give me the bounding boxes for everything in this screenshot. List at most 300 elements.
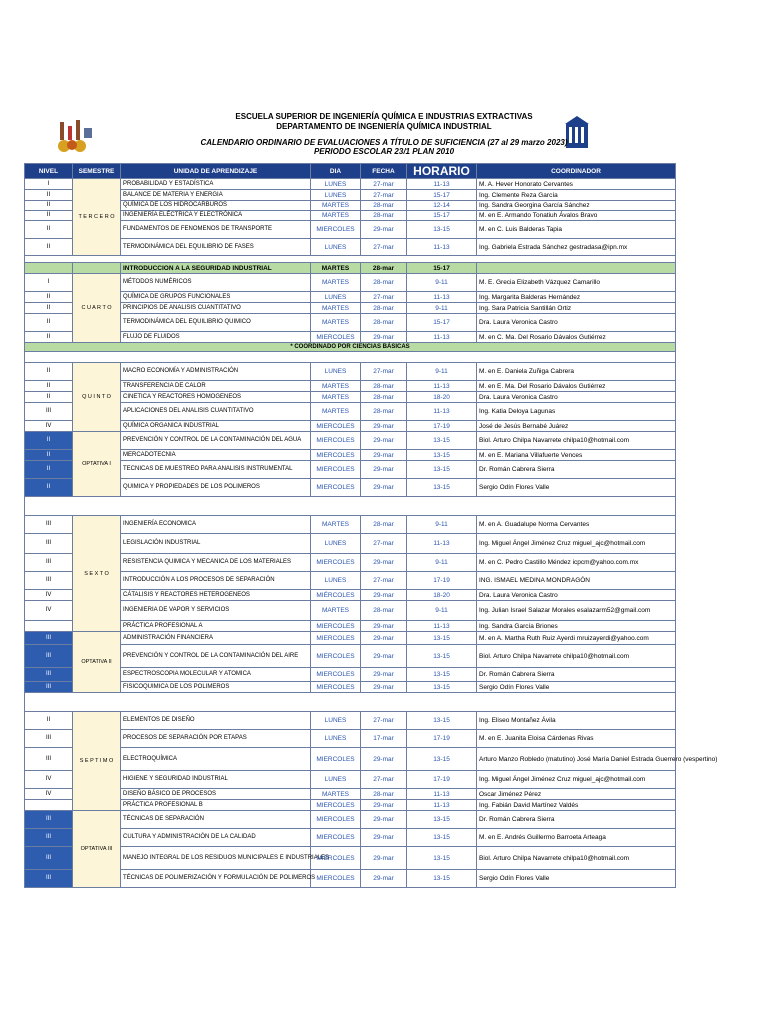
col-semestre: SEMESTRE <box>73 164 121 179</box>
coordinador-cell: Sergio Odín Flores Valle <box>477 870 676 888</box>
unidad-cell: TÉCNICAS DE SEPARACIÓN <box>121 811 311 829</box>
unidad-cell: PRINCIPIOS DE ANALISIS CUANTITATIVO <box>121 303 311 314</box>
table-row <box>25 314 676 332</box>
unidad-cell: PRÁCTICA PROFESIONAL A <box>121 621 311 632</box>
fecha-cell: 28-mar <box>361 381 407 392</box>
coordinador-cell: M. en C. Luis Balderas Tapia <box>477 221 676 239</box>
horario-cell: 18-20 <box>407 392 477 403</box>
unidad-cell: INTRODUCCION A LA SEGURIDAD INDUSTRIAL <box>121 263 311 274</box>
coordinador-cell <box>477 263 676 274</box>
coordinador-cell: Biol. Arturo Chilpa Navarrete chilpa10@hotmail.com <box>477 645 676 668</box>
table-row <box>25 632 676 645</box>
dia-cell: MIERCOLES <box>311 554 361 572</box>
fecha-cell: 28-mar <box>361 201 407 211</box>
unidad-cell: INGENIERIA DE VAPOR Y SERVICIOS <box>121 601 311 621</box>
unidad-cell: DISEÑO BÁSICO DE PROCESOS <box>121 789 311 800</box>
unidad-cell: ADMINISTRACIÓN FINANCIERA <box>121 632 311 645</box>
nivel-cell: II <box>25 303 73 314</box>
table-row <box>25 179 676 190</box>
horario-cell: 11-13 <box>407 789 477 800</box>
nivel-cell: III <box>25 632 73 645</box>
dia-cell: MARTES <box>311 516 361 534</box>
unidad-cell: MACRO ECONOMÍA Y ADMINISTRACIÓN <box>121 363 311 381</box>
table-row <box>25 668 676 682</box>
nivel-cell: III <box>25 870 73 888</box>
horario-cell: 9-11 <box>407 363 477 381</box>
intro-seguridad-row <box>25 263 676 274</box>
coordinador-cell: Ing. Julian Israel Salazar Morales esalazarm52@gmail.com <box>477 601 676 621</box>
horario-cell: 15-17 <box>407 211 477 221</box>
fecha-cell: 28-mar <box>361 403 407 421</box>
nivel-cell: II <box>25 363 73 381</box>
fecha-cell: 27-mar <box>361 534 407 554</box>
coordinador-cell: Ing. Clemente Reza García <box>477 190 676 201</box>
nivel-cell: II <box>25 201 73 211</box>
fecha-cell: 29-mar <box>361 221 407 239</box>
fecha-cell: 28-mar <box>361 516 407 534</box>
unidad-cell: CINETICA Y REACTORES HOMOGENEOS <box>121 392 311 403</box>
coordinador-cell: ING. ISMAEL MEDINA MONDRAGÓN <box>477 572 676 590</box>
unidad-cell: TECNICAS DE MUESTREO PARA ANALISIS INSTRUMENTAL <box>121 461 311 479</box>
school-name: ESCUELA SUPERIOR DE INGENIERÍA QUÍMICA E INDUSTRIAS EXTRACTIVAS <box>235 112 533 121</box>
unidad-cell: TRANSFERENCIA DE CALOR <box>121 381 311 392</box>
table-row <box>25 292 676 303</box>
dia-cell: MIERCOLES <box>311 870 361 888</box>
nivel-cell: III <box>25 748 73 771</box>
table-row <box>25 601 676 621</box>
coordinador-cell: Dr. Román Cabrera Sierra <box>477 461 676 479</box>
table-row <box>25 682 676 693</box>
unidad-cell: ELECTROQUÍMICA <box>121 748 311 771</box>
horario-cell: 13-15 <box>407 712 477 730</box>
unidad-cell: PREVENCIÓN Y CONTROL DE LA CONTAMINACIÓN DEL AGUA <box>121 432 311 450</box>
table-row <box>25 748 676 771</box>
horario-cell: 13-15 <box>407 632 477 645</box>
horario-cell: 13-15 <box>407 811 477 829</box>
unidad-cell: QUÍMICA DE GRUPOS FUNCIONALES <box>121 292 311 303</box>
dia-cell: MIERCOLES <box>311 847 361 870</box>
nivel-cell: III <box>25 829 73 847</box>
section-spacer <box>25 352 676 363</box>
dia-cell: LUNES <box>311 363 361 381</box>
unidad-cell: BALANCE DE MATERIA Y ENERGIA <box>121 190 311 201</box>
nivel-cell <box>25 800 73 811</box>
dia-cell: MIERCOLES <box>311 621 361 632</box>
coordinador-cell: M. en E. Juanita Eloisa Cárdenas Rivas <box>477 730 676 748</box>
unidad-cell: CÁTALISIS Y REACTORES HETEROGENEOS <box>121 590 311 601</box>
table-row <box>25 730 676 748</box>
coordinador-cell: Ing. Eliseo Montañez Ávila <box>477 712 676 730</box>
dia-cell: MIERCOLES <box>311 682 361 693</box>
horario-cell: 15-17 <box>407 190 477 201</box>
fecha-cell: 29-mar <box>361 847 407 870</box>
nivel-cell: II <box>25 712 73 730</box>
col-fecha: FECHA <box>361 164 407 179</box>
table-row <box>25 201 676 211</box>
nivel-cell: II <box>25 292 73 303</box>
dia-cell: MIERCOLES <box>311 432 361 450</box>
dia-cell: LUNES <box>311 292 361 303</box>
nivel-cell: II <box>25 381 73 392</box>
col-dia: DIA <box>311 164 361 179</box>
fecha-cell: 29-mar <box>361 432 407 450</box>
dia-cell: LUNES <box>311 534 361 554</box>
table-row <box>25 870 676 888</box>
horario-cell: 13-15 <box>407 847 477 870</box>
nivel-cell <box>25 263 73 274</box>
nivel-cell: II <box>25 314 73 332</box>
horario-cell: 9-11 <box>407 516 477 534</box>
dia-cell: MIERCOLES <box>311 421 361 432</box>
table-row <box>25 190 676 201</box>
horario-cell: 9-11 <box>407 303 477 314</box>
unidad-cell: PROCESOS DE SEPARACIÓN POR ETAPAS <box>121 730 311 748</box>
coordinador-cell: Dr. Román Cabrera Sierra <box>477 668 676 682</box>
nivel-cell: II <box>25 461 73 479</box>
unidad-cell: FLUJO DE FLUIDOS <box>121 332 311 343</box>
fecha-cell: 29-mar <box>361 668 407 682</box>
table-row <box>25 211 676 221</box>
fecha-cell: 28-mar <box>361 601 407 621</box>
fecha-cell: 29-mar <box>361 590 407 601</box>
horario-cell: 18-20 <box>407 590 477 601</box>
dia-cell: LUNES <box>311 572 361 590</box>
nivel-cell: IV <box>25 789 73 800</box>
semester-cell: S E P T I M O <box>73 712 121 811</box>
unidad-cell: ELEMENTOS DE DISEÑO <box>121 712 311 730</box>
horario-cell: 13-15 <box>407 450 477 461</box>
dia-cell: MIERCOLES <box>311 632 361 645</box>
nivel-cell: III <box>25 645 73 668</box>
nivel-cell: III <box>25 682 73 693</box>
department-name: DEPARTAMENTO DE INGENIERÍA QUÍMICA INDUSTRIAL <box>276 122 492 131</box>
fecha-cell: 29-mar <box>361 479 407 497</box>
nivel-cell: IV <box>25 601 73 621</box>
coordinador-cell: M. en E. Ma. Del Rosario Dávalos Gutiérrez <box>477 381 676 392</box>
coordinador-cell: M. en E. Andrés Guillermo Barroeta Arteaga <box>477 829 676 847</box>
horario-cell: 13-15 <box>407 748 477 771</box>
table-row <box>25 403 676 421</box>
unidad-cell: QUÍMICA DE LOS HIDROCARBUROS <box>121 201 311 211</box>
coordinador-cell: Dra. Laura Veronica Castro <box>477 590 676 601</box>
nivel-cell: II <box>25 190 73 201</box>
nivel-cell: II <box>25 432 73 450</box>
dia-cell: MIERCOLES <box>311 221 361 239</box>
section-spacer <box>25 693 676 712</box>
coordinador-cell: Ing. Katia Deloya Lagunas <box>477 403 676 421</box>
table-row <box>25 811 676 829</box>
nivel-cell: III <box>25 534 73 554</box>
table-row <box>25 432 676 450</box>
fecha-cell: 17-mar <box>361 730 407 748</box>
semester-cell: T E R C E R O <box>73 179 121 256</box>
coordinador-cell: Ing. Sandra García Briones <box>477 621 676 632</box>
unidad-cell: LEGISLACIÓN INDUSTRIAL <box>121 534 311 554</box>
spacer-cell <box>25 352 676 363</box>
table-header-row <box>25 164 676 179</box>
fecha-cell: 29-mar <box>361 332 407 343</box>
calendar-title: CALENDARIO ORDINARIO DE EVALUACIONES A TÍTULO DE SUFICIENCIA (27 al 29 marzo 2023) <box>200 138 568 147</box>
coordinador-cell: Ing. Gabriela Estrada Sánchez gestradasa@ipn.mx <box>477 239 676 256</box>
table-row <box>25 789 676 800</box>
dia-cell: MARTES <box>311 601 361 621</box>
dia-cell: MARTES <box>311 263 361 274</box>
horario-cell: 11-13 <box>407 403 477 421</box>
nivel-cell: III <box>25 516 73 534</box>
dia-cell: MIERCOLES <box>311 829 361 847</box>
nivel-cell: II <box>25 221 73 239</box>
coordinador-cell: Biol. Arturo Chilpa Navarrete chilpa10@hotmail.com <box>477 847 676 870</box>
nivel-cell <box>25 621 73 632</box>
coordinador-cell: Oscar Jiménez Pérez <box>477 789 676 800</box>
nivel-cell: IV <box>25 590 73 601</box>
coordinador-cell: M. en A. Martha Ruth Ruiz Ayerdi mruizayerdi@yahoo.com <box>477 632 676 645</box>
unidad-cell: QUÍMICA ORGANICA INDUSTRIAL <box>121 421 311 432</box>
dia-cell: MIERCOLES <box>311 332 361 343</box>
coordinador-cell: Biol. Arturo Chilpa Navarrete chilpa10@hotmail.com <box>477 432 676 450</box>
nivel-cell: III <box>25 668 73 682</box>
unidad-cell: HIGIENE Y SEGURIDAD INDUSTRIAL <box>121 771 311 789</box>
table-row <box>25 392 676 403</box>
dia-cell: MIERCOLES <box>311 748 361 771</box>
fecha-cell: 29-mar <box>361 870 407 888</box>
horario-cell: 11-13 <box>407 179 477 190</box>
coordinador-cell: José de Jesús Bernabé Juárez <box>477 421 676 432</box>
horario-cell: 11-13 <box>407 239 477 256</box>
fecha-cell: 29-mar <box>361 829 407 847</box>
dia-cell: LUNES <box>311 730 361 748</box>
unidad-cell: PREVENCIÓN Y CONTROL DE LA CONTAMINACIÓN DEL AIRE <box>121 645 311 668</box>
dia-cell: LUNES <box>311 179 361 190</box>
table-row <box>25 800 676 811</box>
dia-cell: MIERCOLES <box>311 461 361 479</box>
horario-cell: 13-15 <box>407 221 477 239</box>
coordinador-cell: M. en C. Ma. Del Rosario Dávalos Gutiérrez <box>477 332 676 343</box>
nivel-cell: III <box>25 572 73 590</box>
horario-cell: 13-15 <box>407 829 477 847</box>
nivel-cell: III <box>25 730 73 748</box>
nivel-cell: II <box>25 479 73 497</box>
table-row <box>25 450 676 461</box>
horario-cell: 12-14 <box>407 201 477 211</box>
coordinador-cell: M. E. Grecia Elizabeth Vázquez Camarillo <box>477 274 676 292</box>
horario-cell: 9-11 <box>407 274 477 292</box>
spacer-cell <box>25 497 676 516</box>
table-row <box>25 645 676 668</box>
fecha-cell: 27-mar <box>361 190 407 201</box>
notice-row <box>25 343 676 352</box>
horario-cell: 11-13 <box>407 332 477 343</box>
fecha-cell: 29-mar <box>361 621 407 632</box>
unidad-cell: FUNDAMENTOS DE FENOMENOS DE TRANSPORTE <box>121 221 311 239</box>
notice-text: * COORDINADO POR CIENCIAS BÁSICAS <box>25 343 676 352</box>
horario-cell: 13-15 <box>407 432 477 450</box>
dia-cell: MARTES <box>311 381 361 392</box>
dia-cell: MIERCOLES <box>311 479 361 497</box>
table-row <box>25 239 676 256</box>
unidad-cell: INGENIERÍA ELÉCTRICA Y ELECTRÓNICA <box>121 211 311 221</box>
horario-cell: 17-19 <box>407 730 477 748</box>
nivel-cell: III <box>25 811 73 829</box>
horario-cell: 11-13 <box>407 621 477 632</box>
fecha-cell: 28-mar <box>361 211 407 221</box>
coordinador-cell: Ing. Fabián David Martínez Valdés <box>477 800 676 811</box>
nivel-cell: II <box>25 450 73 461</box>
fecha-cell: 29-mar <box>361 811 407 829</box>
table-row <box>25 461 676 479</box>
coordinador-cell: M. en E. Mariana Villafuerte Vences <box>477 450 676 461</box>
table-row <box>25 621 676 632</box>
semester-cell: Q U I N T O <box>73 363 121 432</box>
dia-cell: MIERCOLES <box>311 645 361 668</box>
table-row <box>25 516 676 534</box>
fecha-cell: 28-mar <box>361 263 407 274</box>
unidad-cell: MÉTODOS NUMÉRICOS <box>121 274 311 292</box>
table-row <box>25 590 676 601</box>
horario-cell: 9-11 <box>407 601 477 621</box>
dia-cell: LUNES <box>311 239 361 256</box>
nivel-cell: III <box>25 847 73 870</box>
coordinador-cell: M. en C. Pedro Castillo Méndez icpcm@yahoo.com.mx <box>477 554 676 572</box>
dia-cell: MARTES <box>311 392 361 403</box>
horario-cell: 15-17 <box>407 263 477 274</box>
unidad-cell: MERCADOTECNIA <box>121 450 311 461</box>
fecha-cell: 28-mar <box>361 314 407 332</box>
fecha-cell: 28-mar <box>361 303 407 314</box>
table-row <box>25 221 676 239</box>
unidad-cell: FISICOQUIMICA DE LOS POLIMEROS <box>121 682 311 693</box>
spacer-cell <box>25 256 676 263</box>
unidad-cell: TERMODINÁMICA DEL EQUILIBRIO QUIMICO <box>121 314 311 332</box>
unidad-cell: INGENIERÍA ECONOMICA <box>121 516 311 534</box>
fecha-cell: 27-mar <box>361 363 407 381</box>
semester-cell: S E X T O <box>73 516 121 632</box>
coordinador-cell: M. en A. Guadalupe Norma Cervantes <box>477 516 676 534</box>
coordinador-cell: M. en E. Armando Tonatiuh Ávalos Bravo <box>477 211 676 221</box>
semester-cell: C U A R T O <box>73 274 121 343</box>
semester-cell <box>73 263 121 274</box>
table-row <box>25 381 676 392</box>
nivel-cell: II <box>25 211 73 221</box>
nivel-cell: IV <box>25 421 73 432</box>
horario-cell: 11-13 <box>407 800 477 811</box>
dia-cell: MIERCOLES <box>311 450 361 461</box>
nivel-cell: I <box>25 179 73 190</box>
semester-cell: OPTATIVA III <box>73 811 121 888</box>
table-row <box>25 274 676 292</box>
semester-cell: OPTATIVA II <box>73 632 121 693</box>
dia-cell: MARTES <box>311 314 361 332</box>
table-row <box>25 534 676 554</box>
unidad-cell: TERMODINÁMICA DEL EQUILIBRIO DE FASES <box>121 239 311 256</box>
coordinador-cell: Arturo Manzo Robledo (matutino) José María Daniel Estrada Guerrero (vespertino) <box>477 748 676 771</box>
fecha-cell: 28-mar <box>361 392 407 403</box>
unidad-cell: APLICACIONES DEL ANALISIS CUANTITATIVO <box>121 403 311 421</box>
coordinador-cell: Ing. Sandra Georgina García Sánchez <box>477 201 676 211</box>
col-nivel: NIVEL <box>25 164 73 179</box>
horario-cell: 11-13 <box>407 381 477 392</box>
unidad-cell: PRÁCTICA PROFESIONAL B <box>121 800 311 811</box>
table-row <box>25 421 676 432</box>
coordinador-cell: M. en E. Daniela Zuñiga Cabrera <box>477 363 676 381</box>
fecha-cell: 29-mar <box>361 450 407 461</box>
coordinador-cell: Dra. Laura Veronica Castro <box>477 392 676 403</box>
fecha-cell: 28-mar <box>361 274 407 292</box>
unidad-cell: QUIMICA Y PROPIEDADES DE LOS POLIMEROS <box>121 479 311 497</box>
dia-cell: MARTES <box>311 211 361 221</box>
fecha-cell: 29-mar <box>361 421 407 432</box>
coordinador-cell: Dr. Román Cabrera Sierra <box>477 811 676 829</box>
horario-cell: 15-17 <box>407 314 477 332</box>
nivel-cell: III <box>25 554 73 572</box>
horario-cell: 11-13 <box>407 292 477 303</box>
fecha-cell: 27-mar <box>361 179 407 190</box>
dia-cell: LUNES <box>311 771 361 789</box>
horario-cell: 17-19 <box>407 572 477 590</box>
fecha-cell: 28-mar <box>361 789 407 800</box>
col-horario: HORARIO <box>407 164 477 179</box>
fecha-cell: 29-mar <box>361 682 407 693</box>
fecha-cell: 27-mar <box>361 292 407 303</box>
dia-cell: MARTES <box>311 274 361 292</box>
table-row <box>25 771 676 789</box>
schedule-table <box>24 163 718 888</box>
unidad-cell: ESPECTROSCOPIA MOLECULAR Y ATOMICA <box>121 668 311 682</box>
spacer-cell <box>25 693 676 712</box>
unidad-cell: PROBABILIDAD Y ESTADÍSTICA <box>121 179 311 190</box>
dia-cell: MARTES <box>311 303 361 314</box>
table-row <box>25 363 676 381</box>
horario-cell: 13-15 <box>407 682 477 693</box>
nivel-cell: II <box>25 239 73 256</box>
table-row <box>25 712 676 730</box>
coordinador-cell: Ing. Miguel Ángel Jiménez Cruz miguel_ajc@hotmail.com <box>477 771 676 789</box>
unidad-cell: RESISTENCIA QUIMICA Y MECANICA DE LOS MATERIALES <box>121 554 311 572</box>
section-spacer <box>25 497 676 516</box>
unidad-cell: TÉCNICAS DE POLIMERIZACIÓN Y FORMULACIÓN DE POLIMEROS <box>121 870 311 888</box>
nivel-cell: III <box>25 403 73 421</box>
dia-cell: MIERCOLES <box>311 800 361 811</box>
fecha-cell: 27-mar <box>361 239 407 256</box>
coordinador-cell: Ing. Sara Patricia Santillán Ortiz <box>477 303 676 314</box>
fecha-cell: 29-mar <box>361 645 407 668</box>
dia-cell: MARTES <box>311 201 361 211</box>
horario-cell: 13-15 <box>407 870 477 888</box>
table-row <box>25 554 676 572</box>
table-row <box>25 572 676 590</box>
nivel-cell: IV <box>25 771 73 789</box>
table-row <box>25 332 676 343</box>
horario-cell: 11-13 <box>407 534 477 554</box>
dia-cell: MARTES <box>311 403 361 421</box>
nivel-cell: II <box>25 332 73 343</box>
horario-cell: 13-15 <box>407 479 477 497</box>
coordinador-cell: Sergio Odín Flores Valle <box>477 479 676 497</box>
period-subtitle: PERIODO ESCOLAR 23/1 PLAN 2010 <box>313 147 455 156</box>
coordinador-cell: Dra. Laura Veronica Castro <box>477 314 676 332</box>
section-spacer <box>25 256 676 263</box>
fecha-cell: 27-mar <box>361 572 407 590</box>
dia-cell: MIÉRCOLES <box>311 590 361 601</box>
horario-cell: 13-15 <box>407 461 477 479</box>
horario-cell: 9-11 <box>407 554 477 572</box>
fecha-cell: 29-mar <box>361 461 407 479</box>
fecha-cell: 29-mar <box>361 748 407 771</box>
col-coordinador: COORDINADOR <box>477 164 676 179</box>
table-row <box>25 479 676 497</box>
fecha-cell: 29-mar <box>361 554 407 572</box>
horario-cell: 13-15 <box>407 645 477 668</box>
